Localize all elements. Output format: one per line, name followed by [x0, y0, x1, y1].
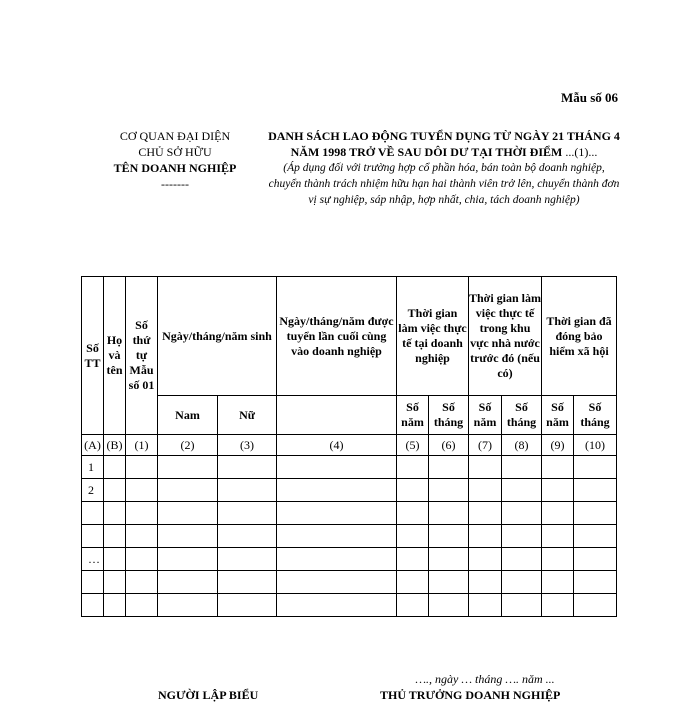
subheader-years: Số năm [397, 396, 429, 435]
table-cell [502, 548, 542, 571]
table-cell [104, 594, 126, 617]
row-number: 1 [82, 456, 104, 479]
table-cell [397, 548, 429, 571]
table-cell [469, 456, 502, 479]
table-cell [574, 525, 617, 548]
table-cell [429, 525, 469, 548]
table-cell [277, 548, 397, 571]
column-code: (6) [429, 435, 469, 456]
table-cell [469, 525, 502, 548]
table-cell [542, 594, 574, 617]
enterprise-name: TÊN DOANH NGHIỆP [113, 161, 237, 175]
agency-line-1: CƠ QUAN ĐẠI DIỆN [119, 129, 231, 143]
row-number [82, 571, 104, 594]
table-cell [104, 548, 126, 571]
table-cell [277, 594, 397, 617]
table-cell [218, 548, 277, 571]
table-cell [574, 548, 617, 571]
table-cell [104, 525, 126, 548]
table-row [82, 525, 617, 548]
table-cell [218, 456, 277, 479]
director-signature-label: THỦ TRƯỞNG DOANH NGHIỆP [380, 688, 561, 702]
table-cell [502, 594, 542, 617]
row-number [82, 525, 104, 548]
preparer-signature-label: NGƯỜI LẬP BIỂU [158, 688, 259, 702]
table-cell [158, 456, 218, 479]
subheader-row [82, 396, 617, 435]
table-cell [429, 479, 469, 502]
header-recruitment-date: Ngày/tháng/năm được tuyển lần cuối cùng vào doanh nghiệp [277, 277, 397, 396]
header-form-number: Số thứ tự Mẫu số 01 [126, 277, 158, 435]
table-cell [429, 594, 469, 617]
row-number: … [82, 548, 104, 571]
table-cell [469, 502, 502, 525]
table-cell [218, 479, 277, 502]
table-cell [502, 502, 542, 525]
form-code: Mẫu số 06 [560, 90, 618, 105]
table-cell [126, 525, 158, 548]
employee-table [81, 276, 617, 617]
table-cell [126, 479, 158, 502]
table-cell [574, 502, 617, 525]
table-row [82, 502, 617, 525]
column-code: (9) [542, 435, 574, 456]
table-cell [469, 594, 502, 617]
table-cell [429, 571, 469, 594]
table-cell [542, 525, 574, 548]
column-code: (B) [104, 435, 126, 456]
table-cell [429, 456, 469, 479]
agency-divider: ------- [161, 177, 189, 191]
agency-line-2: CHỦ SỞ HỮU [138, 145, 212, 159]
row-number [82, 594, 104, 617]
table-cell [397, 479, 429, 502]
row-number [82, 502, 104, 525]
column-code: (3) [218, 435, 277, 456]
title-reference: ...(1)... [565, 145, 598, 159]
column-code: (A) [82, 435, 104, 456]
table-cell [469, 571, 502, 594]
table-cell [574, 594, 617, 617]
table-row [82, 571, 617, 594]
header-row [82, 277, 617, 396]
column-code: (2) [158, 435, 218, 456]
table-cell [104, 456, 126, 479]
subheader-male: Nam [158, 396, 218, 435]
table-cell [542, 479, 574, 502]
table-cell [218, 571, 277, 594]
table-cell [397, 571, 429, 594]
subheader-female: Nữ [218, 396, 277, 435]
subheader-empty [277, 396, 397, 435]
table-cell [126, 456, 158, 479]
table-cell [158, 594, 218, 617]
column-code-row [82, 435, 617, 456]
document-title [268, 128, 620, 160]
table-cell [397, 502, 429, 525]
subheader-months: Số tháng [429, 396, 469, 435]
table-cell [542, 571, 574, 594]
table-cell [429, 502, 469, 525]
subheader-months: Số tháng [574, 396, 617, 435]
table-cell [158, 502, 218, 525]
column-code: (8) [502, 435, 542, 456]
table-cell [502, 479, 542, 502]
row-number: 2 [82, 479, 104, 502]
table-cell [277, 479, 397, 502]
table-cell [542, 548, 574, 571]
header-state-sector-time: Thời gian làm việc thực tế trong khu vực nhà nước trước đó (nếu có) [469, 277, 542, 396]
column-code: (5) [397, 435, 429, 456]
header-actual-work-time: Thời gian làm việc thực tế tại doanh nghiệp [397, 277, 469, 396]
table-row [82, 548, 617, 571]
table-cell [277, 456, 397, 479]
table-cell [429, 548, 469, 571]
table-cell [277, 502, 397, 525]
document-subtitle: (Áp dụng đối với trường hợp cổ phần hóa, bán toàn bộ doanh nghiệp, chuyển thành trách nhiệm hữu hạn hai thành viên trở lên, chuyển thành đơn vị sự nghiệp, sáp nhập, hợp nhất, chia, tách doanh nghiệp) [268, 162, 620, 206]
header-date-of-birth: Ngày/tháng/năm sinh [158, 277, 277, 396]
column-code: (4) [277, 435, 397, 456]
table-cell [104, 479, 126, 502]
table-cell [574, 479, 617, 502]
table-cell [158, 525, 218, 548]
table-cell [104, 571, 126, 594]
table-cell [542, 456, 574, 479]
subheader-months: Số tháng [502, 396, 542, 435]
table-cell [218, 594, 277, 617]
table-cell [218, 502, 277, 525]
header-name: Họ và tên [104, 277, 126, 435]
agency-block [100, 128, 250, 192]
table-cell [502, 571, 542, 594]
table-cell [469, 548, 502, 571]
table-cell [502, 456, 542, 479]
table-cell [126, 594, 158, 617]
table-cell [158, 571, 218, 594]
table-cell [158, 548, 218, 571]
table-cell [574, 571, 617, 594]
column-code: (1) [126, 435, 158, 456]
header-stt: Số TT [82, 277, 104, 435]
table-cell [574, 456, 617, 479]
table-cell [542, 502, 574, 525]
date-line: …., ngày … tháng …. năm ... [415, 672, 555, 686]
table-cell [277, 571, 397, 594]
table-cell [104, 502, 126, 525]
table-cell [218, 525, 277, 548]
header-insurance-time: Thời gian đã đóng bảo hiểm xã hội [542, 277, 617, 396]
column-code: (7) [469, 435, 502, 456]
table-cell [126, 548, 158, 571]
table-cell [397, 594, 429, 617]
table-cell [126, 502, 158, 525]
table-cell [502, 525, 542, 548]
table-cell [158, 479, 218, 502]
title-block [268, 128, 620, 208]
table-row [82, 456, 617, 479]
subheader-years: Số năm [469, 396, 502, 435]
subheader-years: Số năm [542, 396, 574, 435]
column-code: (10) [574, 435, 617, 456]
title-main: DANH SÁCH LAO ĐỘNG TUYỂN DỤNG TỪ NGÀY 21 THÁNG 4 NĂM 1998 TRỞ VỀ SAU DÔI DƯ TẠI THỜI ĐIỂM [268, 129, 620, 159]
table-row [82, 594, 617, 617]
table-cell [126, 571, 158, 594]
table-cell [397, 525, 429, 548]
table-cell [469, 479, 502, 502]
table-cell [277, 525, 397, 548]
table-cell [397, 456, 429, 479]
table-row [82, 479, 617, 502]
